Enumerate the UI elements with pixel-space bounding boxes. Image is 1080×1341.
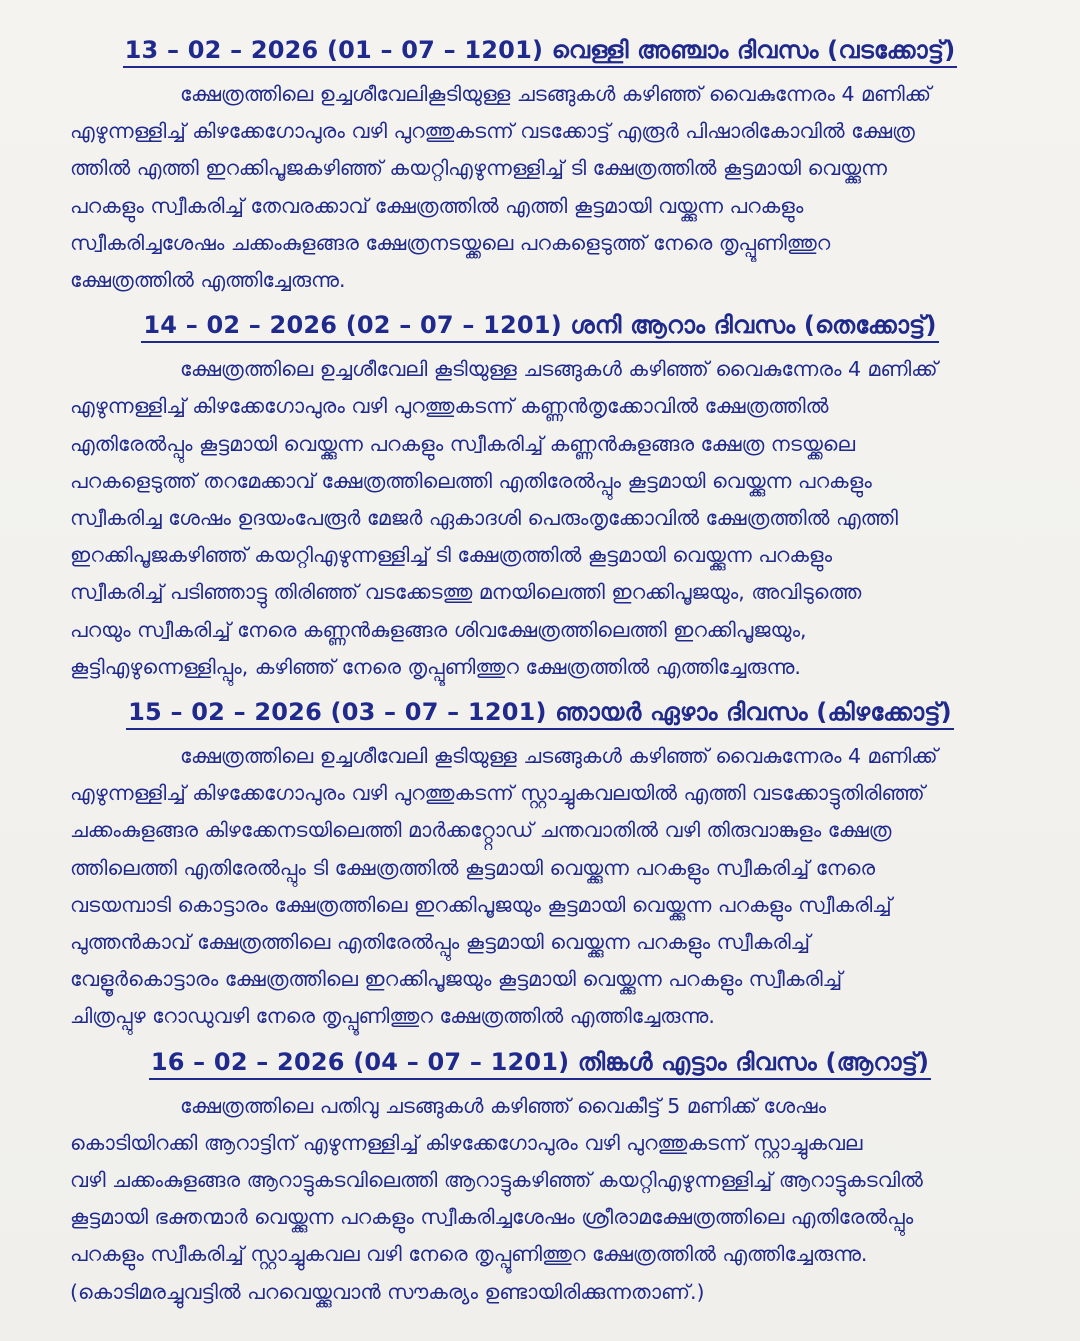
paragraph-line: ക്ഷേത്രത്തിൽ എത്തിച്ചേരുന്നു. [70, 268, 346, 293]
paragraph-line: പുത്തൻകാവ് ക്ഷേത്രത്തിലെ എതിരേൽപ്പും കൂട്ടമായി വെയ്ക്കുന്ന പറകളും സ്വീകരിച്ച് [70, 930, 811, 955]
paragraph-line: ഇറക്കിപൂജകഴിഞ്ഞ് കയറ്റിഎഴുന്നള്ളിച്ച് ടി ക്ഷേത്രത്തിൽ കൂട്ടമായി വെയ്ക്കുന്ന പറകളും [70, 543, 833, 568]
paragraph-line: സ്വീകരിച്ചശേഷം ചക്കംകുളങ്ങര ക്ഷേത്രനടയ്ക്കലെ പറകളെടുത്ത് നേരെ തൃപ്പൂണിത്തുറ [70, 230, 831, 255]
paragraph-line: കൊടിയിറക്കി ആറാട്ടിന് എഴുന്നള്ളിച്ച് കിഴക്കേഗോപുരം വഴി പുറത്തുകടന്ന് സ്റ്റാച്ചുകവല [70, 1130, 863, 1155]
day-section-15-02 [70, 692, 1010, 1036]
paragraph-line: എഴുന്നള്ളിച്ച് കിഴക്കേഗോപുരം വഴി പുറത്തുകടന്ന് കണ്ണൻതൃക്കോവിൽ ക്ഷേത്രത്തിൽ [70, 394, 829, 419]
day-section-13-02 [70, 30, 1010, 299]
paragraph-line: പറകളെടുത്ത് തറമേക്കാവ് ക്ഷേത്രത്തിലെത്തി എതിരേൽപ്പും കൂട്ടമായി വെയ്ക്കുന്ന പറകളും [70, 468, 872, 493]
paragraph-line: പറകളും സ്വീകരിച്ച് സ്റ്റാച്ചുകവല വഴി നേരെ തൃപ്പൂണിത്തുറ ക്ഷേത്രത്തിൽ എത്തിച്ചേരുന്നു. [70, 1242, 868, 1267]
paragraph-line: ക്ഷേത്രത്തിലെ പതിവു ചടങ്ങുകൾ കഴിഞ്ഞ് വൈകീട്ട് 5 മണിക്ക് ശേഷം [180, 1093, 827, 1118]
section-heading: 14 – 02 – 2026 (02 – 07 – 1201) ശനി ആറാം ദിവസം (തെക്കോട്ട്) [70, 305, 1010, 347]
section-paragraph [70, 738, 1010, 1036]
paragraph-line: സ്വീകരിച്ച് പടിഞ്ഞാട്ടു തിരിഞ്ഞ് വടക്കേടത്തു മനയിലെത്തി ഇറക്കിപൂജയും, അവിടുത്തെ [70, 580, 862, 605]
day-section-14-02 [70, 305, 1010, 686]
paragraph-line: കൂട്ടിഎഴുന്നെള്ളിപ്പും, കഴിഞ്ഞ് നേരെ തൃപ്പൂണിത്തുറ ക്ഷേത്രത്തിൽ എത്തിച്ചേരുന്നു. [70, 654, 801, 679]
paragraph-line: വടയമ്പാടി കൊട്ടാരം ക്ഷേത്രത്തിലെ ഇറക്കിപൂജയും കൂട്ടമായി വെയ്ക്കുന്ന പറകളും സ്വീകരിച്ച് [70, 892, 892, 917]
paragraph-line: ചിത്രപ്പുഴ റോഡുവഴി നേരെ തൃപ്പൂണിത്തുറ ക്ഷേത്രത്തിൽ എത്തിച്ചേരുന്നു. [70, 1004, 715, 1029]
section-heading: 16 – 02 – 2026 (04 – 07 – 1201) തിങ്കൾ എട്ടാം ദിവസം (ആറാട്ട്) [70, 1042, 1010, 1084]
paragraph-line: എതിരേൽപ്പും കൂട്ടമായി വെയ്ക്കുന്ന പറകളും സ്വീകരിച്ച് കണ്ണൻകുളങ്ങര ക്ഷേത്ര നടയ്ക്കലെ [70, 431, 855, 456]
paragraph-line: പറയും സ്വീകരിച്ച് നേരെ കണ്ണൻകുളങ്ങര ശിവക്ഷേത്രത്തിലെത്തി ഇറക്കിപൂജയും, [70, 617, 807, 642]
paragraph-line: എഴുന്നള്ളിച്ച് കിഴക്കേഗോപുരം വഴി പുറത്തുകടന്ന് സ്റ്റാച്ചുകവലയിൽ എത്തി വടക്കോട്ടുതിരിഞ്ഞ് [70, 781, 925, 806]
paragraph-line: സ്വീകരിച്ച ശേഷം ഉദയംപേരൂർ മേജർ ഏകാദശി പെരുംതൃക്കോവിൽ ക്ഷേത്രത്തിൽ എത്തി [70, 506, 898, 531]
section-paragraph [70, 351, 1010, 686]
paragraph-line: വഴി ചക്കംകുളങ്ങര ആറാട്ടുകടവിലെത്തി ആറാട്ടുകഴിഞ്ഞ് കയറ്റിഎഴുന്നള്ളിച്ച് ആറാട്ടുകടവിൽ [70, 1168, 923, 1193]
paragraph-line: ക്ഷേത്രത്തിലെ ഉച്ചശീവേലി കൂടിയുള്ള ചടങ്ങുകൾ കഴിഞ്ഞ് വൈകുന്നേരം 4 മണിക്ക് [180, 357, 938, 382]
paragraph-line: എഴുന്നള്ളിച്ച് കിഴക്കേഗോപുരം വഴി പുറത്തുകടന്ന് വടക്കോട്ട് എരൂർ പിഷാരികോവിൽ ക്ഷേത്ര [70, 119, 915, 144]
paragraph-line: കൂട്ടമായി ഭക്തന്മാർ വെയ്ക്കുന്ന പറകളും സ്വീകരിച്ചശേഷം ശ്രീരാമക്ഷേത്രത്തിലെ എതിരേൽപ്പും [70, 1205, 914, 1230]
paragraph-line: (കൊടിമരച്ചുവട്ടിൽ പറവെയ്ക്കുവാൻ സൗകര്യം ഉണ്ടായിരിക്കുന്നതാണ്.) [70, 1279, 705, 1304]
paragraph-line: ചക്കംകുളങ്ങര കിഴക്കേനടയിലെത്തി മാർക്കറ്റ്റോഡ് ചന്തവാതിൽ വഴി തിരുവാങ്കുളം ക്ഷേത്ര [70, 818, 892, 843]
paragraph-line: ത്തിൽ എത്തി ഇറക്കിപൂജകഴിഞ്ഞ് കയറ്റിഎഴുന്നള്ളിച്ച് ടി ക്ഷേത്രത്തിൽ കൂട്ടമായി വെയ്ക്കുന്ന [70, 156, 887, 181]
paragraph-line: ക്ഷേത്രത്തിലെ ഉച്ചശീവേലി കൂടിയുള്ള ചടങ്ങുകൾ കഴിഞ്ഞ് വൈകുന്നേരം 4 മണിക്ക് [180, 744, 938, 769]
section-paragraph [70, 1088, 1010, 1311]
paragraph-line: പറകളും സ്വീകരിച്ച് തേവരക്കാവ് ക്ഷേത്രത്തിൽ എത്തി കൂട്ടമായി വയ്ക്കുന്ന പറകളും [70, 193, 804, 218]
paragraph-line: ത്തിലെത്തി എതിരേൽപ്പും ടി ക്ഷേത്രത്തിൽ കൂട്ടമായി വെയ്ക്കുന്ന പറകളും സ്വീകരിച്ച് നേരെ [70, 855, 876, 880]
section-heading: 15 – 02 – 2026 (03 – 07 – 1201) ഞായർ ഏഴാം ദിവസം (കിഴക്കോട്ട്) [70, 692, 1010, 734]
section-heading: 13 – 02 – 2026 (01 – 07 – 1201) വെള്ളി അഞ്ചാം ദിവസം (വടക്കോട്ട്) [70, 30, 1010, 72]
day-section-16-02 [70, 1042, 1010, 1311]
paragraph-line: ക്ഷേത്രത്തിലെ ഉച്ചശീവേലികൂടിയുള്ള ചടങ്ങുകൾ കഴിഞ്ഞ് വൈകുന്നേരം 4 മണിക്ക് [180, 82, 932, 106]
section-paragraph [70, 76, 1010, 299]
paragraph-line: വേളൂർകൊട്ടാരം ക്ഷേത്രത്തിലെ ഇറക്കിപൂജയും കൂട്ടമായി വെയ്ക്കുന്ന പറകളും സ്വീകരിച്ച് [70, 967, 843, 992]
